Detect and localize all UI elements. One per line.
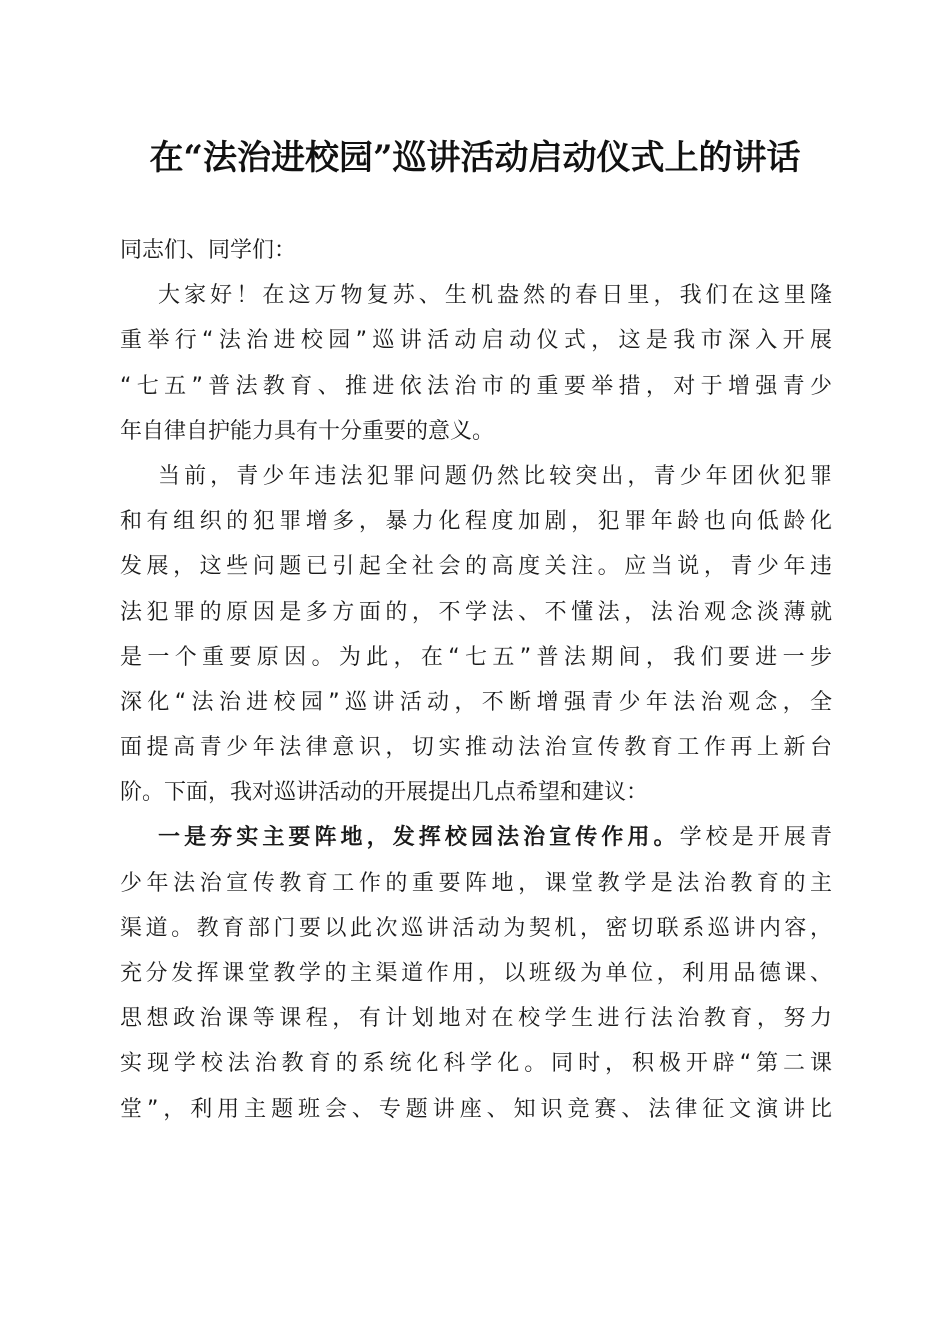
paragraph-line: “七五”普法教育、推进依法治市的重要举措，对于增强青少	[120, 373, 832, 399]
paragraph-greeting	[120, 273, 832, 454]
paragraph-point-one	[120, 815, 832, 1131]
document-body	[120, 228, 832, 1132]
paragraph-line: 思想政治课等课程，有计划地对在校学生进行法治教育，努力	[120, 1006, 832, 1032]
paragraph-line: 是一个重要原因。为此，在“七五”普法期间，我们要进一步	[120, 644, 832, 670]
paragraph-line: 少年法治宣传教育工作的重要阵地，课堂教学是法治教育的主	[120, 870, 832, 896]
paragraph-line: 大家好！在这万物复苏、生机盎然的春日里，我们在这里隆	[158, 283, 832, 309]
paragraph-line: 发展，这些问题已引起全社会的高度关注。应当说，青少年违	[120, 554, 832, 580]
paragraph-current-situation	[120, 454, 832, 816]
paragraph-line: 年自律自护能力具有十分重要的意义。	[120, 418, 495, 444]
paragraph-line: 面提高青少年法律意识，切实推动法治宣传教育工作再上新台	[120, 735, 832, 761]
paragraph-first-line	[120, 815, 832, 860]
paragraph-line: 堂”，利用主题班会、专题讲座、知识竞赛、法律征文演讲比	[120, 1096, 832, 1122]
paragraph-line: 深化“法治进校园”巡讲活动，不断增强青少年法治观念，全	[120, 689, 832, 715]
paragraph-line: 重举行“法治进校园”巡讲活动启动仪式，这是我市深入开展	[120, 328, 832, 354]
paragraph-line: 渠道。教育部门要以此次巡讲活动为契机，密切联系巡讲内容，	[120, 915, 832, 941]
paragraph-line: 当前，青少年违法犯罪问题仍然比较突出，青少年团伙犯罪	[158, 463, 832, 489]
point-heading-rest: 学校是开展青	[679, 825, 832, 851]
paragraph-line: 实现学校法治教育的系统化科学化。同时，积极开辟“第二课	[120, 1051, 832, 1077]
paragraph-line: 和有组织的犯罪增多，暴力化程度加剧，犯罪年龄也向低龄化	[120, 509, 832, 535]
paragraph-line: 法犯罪的原因是多方面的，不学法、不懂法，法治观念淡薄就	[120, 599, 832, 625]
point-heading: 一是夯实主要阵地，发挥校园法治宣传作用。	[158, 825, 680, 851]
paragraph-line: 阶。下面，我对巡讲活动的开展提出几点希望和建议：	[120, 780, 649, 806]
paragraph-line: 充分发挥课堂教学的主渠道作用，以班级为单位，利用品德课、	[120, 961, 832, 986]
salutation: 同志们、同学们：	[120, 238, 297, 263]
document-title: 在“法治进校园”巡讲活动启动仪式上的讲话	[149, 138, 801, 178]
